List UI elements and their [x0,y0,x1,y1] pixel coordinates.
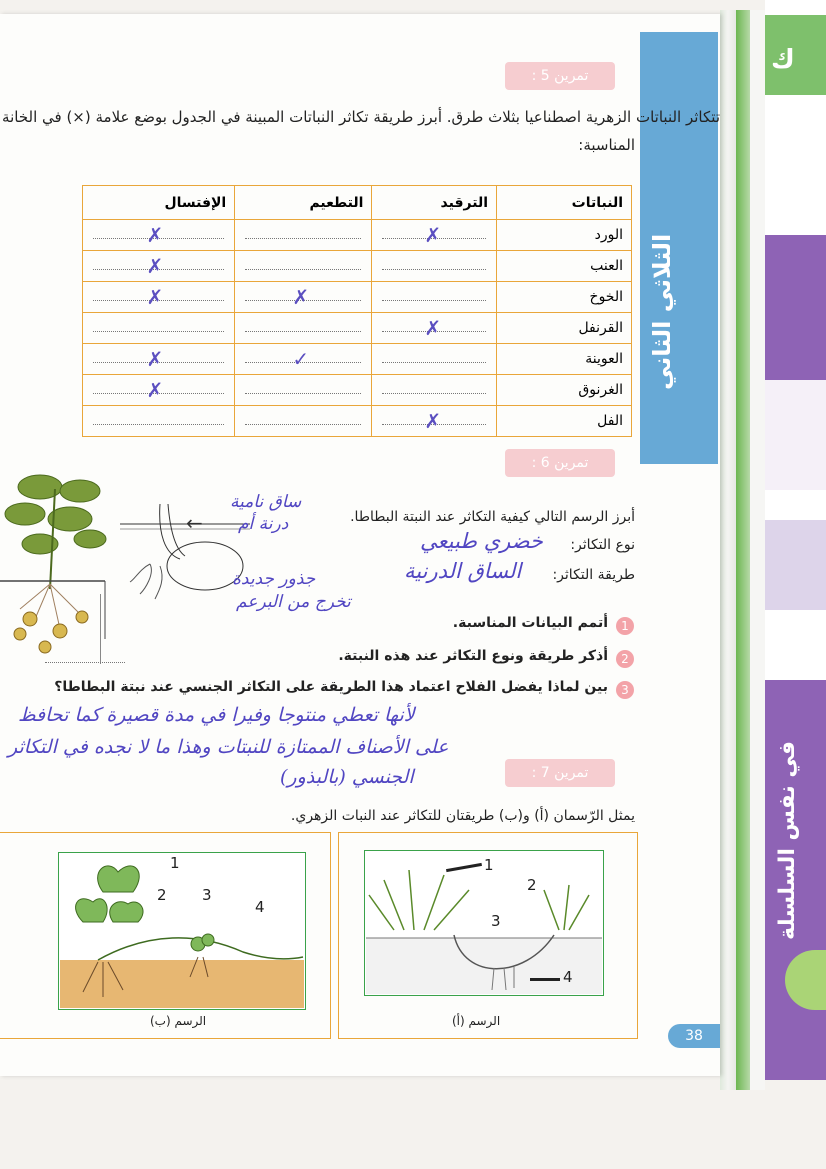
plant-name: الخوخ [497,282,632,313]
diagram-answer-line [45,662,125,663]
figure-b-label: 4 [255,898,265,916]
figure-b-label: 2 [157,886,167,904]
exercise-6-tag: تمرين 6 : [505,449,615,477]
next-page-edge [765,0,826,1080]
table-header: الترقيد [372,186,497,220]
page-stack [750,10,765,1090]
handwritten-mark: ✗ [424,409,442,433]
question-number: 3 [616,681,634,699]
hand-label-root-1: جذور جديدة [232,569,316,589]
table-row [83,313,632,344]
handwritten-mark: ✗ [146,347,164,371]
reproduction-method-label: طريقة التكاثر: [552,567,635,583]
question-number: 2 [616,650,634,668]
handwritten-mark: ✗ [424,316,442,340]
table-row [83,220,632,251]
exercise-7-tag: تمرين 7 : [505,759,615,787]
table-cell[interactable] [83,220,235,251]
page-number: 38 [668,1024,720,1048]
figure-a-label: 2 [527,876,537,894]
table-cell[interactable] [372,344,497,375]
series-label: في نفس السلسلة [775,740,800,940]
table-cell[interactable] [372,251,497,282]
plant-name: العنب [497,251,632,282]
handwritten-mark: ✗ [146,254,164,278]
next-page-tab [765,15,826,95]
plant-name: الورد [497,220,632,251]
table-header: النباتات [497,186,632,220]
hand-label-root-2: تخرج من البرعم [236,592,351,612]
reproduction-type-label: نوع التكاثر: [570,537,635,553]
table-cell[interactable] [235,344,372,375]
next-page-band [765,520,826,610]
table-cell[interactable] [372,406,497,437]
table-header: الإفتسال [83,186,235,220]
handwritten-mark: ✗ [424,223,442,247]
table-cell[interactable] [83,251,235,282]
chapter-band [640,32,718,464]
table-cell[interactable] [235,220,372,251]
potato-plant-illustration [0,469,140,669]
hand-label-stem-1: ساق نامية [230,492,302,512]
table-row [83,375,632,406]
label-leader-line [530,978,560,981]
page-stack-green [736,10,750,1090]
hand-reproduction-method: الساق الدرنية [404,559,522,583]
figure-a-label: 1 [484,856,494,874]
table-row [83,344,632,375]
handwritten-mark: ✗ [146,223,164,247]
figure-b-label: 1 [170,854,180,872]
table-row [83,251,632,282]
plant-name: الفل [497,406,632,437]
table-cell[interactable] [372,220,497,251]
question-1: أتمم البيانات المناسبة. [452,615,608,631]
figure-a-label: 3 [491,912,501,930]
chapter-label: الثلاثي الثاني [648,233,676,391]
table-cell[interactable] [235,282,372,313]
question-2: أذكر طريقة ونوع التكاثر عند هذه النبتة. [338,648,608,664]
table-cell[interactable] [372,375,497,406]
table-cell[interactable] [83,282,235,313]
propagation-table [82,185,632,437]
handwritten-mark: ✗ [146,378,164,402]
table-cell[interactable] [83,406,235,437]
figure-a-caption: الرسم (أ) [452,1014,501,1028]
plant-name: الغرنوق [497,375,632,406]
plant-name: العوينة [497,344,632,375]
table-row [83,406,632,437]
table-cell[interactable] [372,282,497,313]
exercise-6-intro: أبرز الرسم التالي كيفية التكاثر عند النبتة البطاطا. [350,509,635,525]
table-cell[interactable] [235,251,372,282]
table-cell[interactable] [235,375,372,406]
table-header-row [83,186,632,220]
next-page-band [765,380,826,490]
question-number: 1 [616,617,634,635]
figure-a-label: 4 [563,968,573,986]
handwritten-mark: ✗ [146,285,164,309]
table-cell[interactable] [235,313,372,344]
table-cell[interactable] [235,406,372,437]
arrow-icon: ← [186,511,203,535]
potato-tuber-diagram [120,504,250,604]
hand-label-stem-2: درنة أم [238,514,289,534]
hand-answer-line-2: على الأصناف الممتازة للنبتات وهذا ما لا نجده في التكاثر [8,736,449,758]
figure-b-runner-drawing [58,852,306,1010]
plant-name: القرنفل [497,313,632,344]
next-page-band [765,235,826,380]
question-3: بين لماذا يفضل الفلاح اعتماد هذا الطريقة على التكاثر الجنسي عند نبتة البطاطا؟ [54,679,608,695]
diagram-line [100,594,109,664]
table-cell[interactable] [83,344,235,375]
worksheet-page [0,14,720,1076]
hand-reproduction-type: خضري طبيعي [420,529,543,553]
table-cell[interactable] [83,375,235,406]
exercise-5-intro-2: المناسبة: [578,136,635,154]
exercise-7-intro: يمثل الرّسمان (أ) و(ب) طريقتان للتكاثر عند النبات الزهري. [290,808,635,824]
exercise-5-tag: تمرين 5 : [505,62,615,90]
hand-answer-line-3: الجنسي (بالبذور) [280,766,414,788]
figure-b-label: 3 [202,886,212,904]
table-cell[interactable] [83,313,235,344]
next-page-tab-letter: ك [771,45,795,75]
handwritten-mark: ✓ [292,347,310,371]
hand-answer-line-1: لأنها تعطي منتوجا وفيرا في مدة قصيرة كما تحافظ [18,704,415,726]
table-header: التطعيم [235,186,372,220]
handwritten-mark: ✗ [292,285,310,309]
table-cell[interactable] [372,313,497,344]
table-row [83,282,632,313]
page-stack [720,10,736,1090]
exercise-5-intro-1: تتكاثر النباتات الزهرية اصطناعيا بثلاث طرق. أبرز طريقة تكاثر النباتات المبينة في الجدول بوضع علامة (×) في الخانة [2,108,720,126]
figure-b-caption: الرسم (ب) [150,1014,207,1028]
